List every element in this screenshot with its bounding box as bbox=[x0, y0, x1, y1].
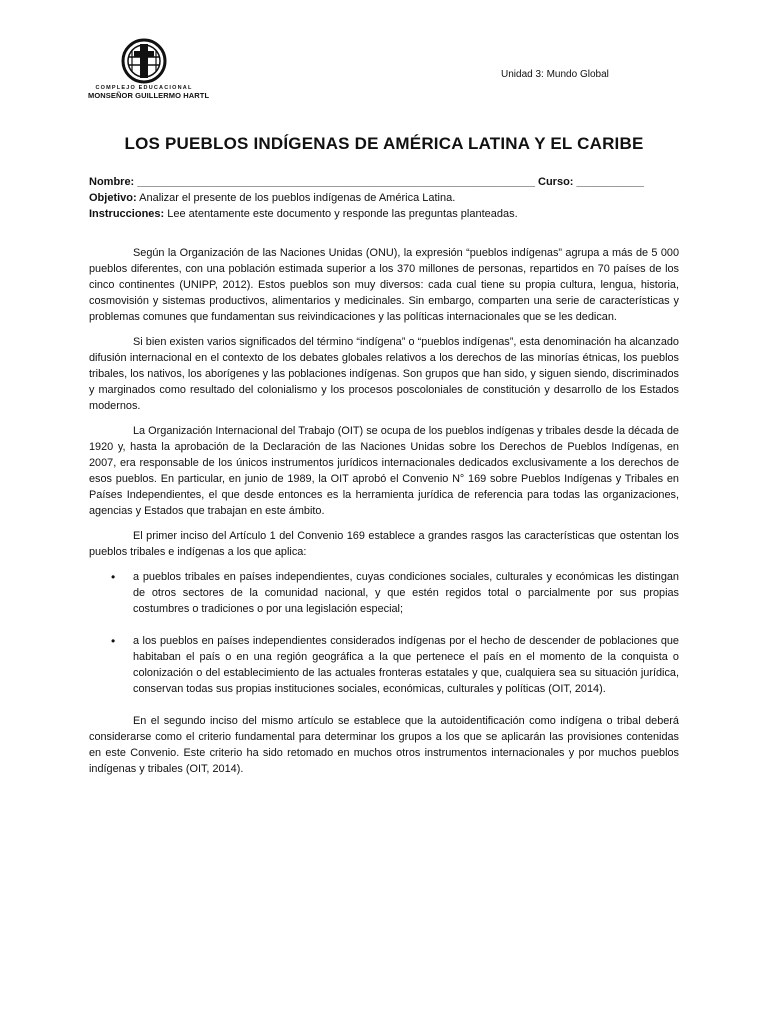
paragraph: Según la Organización de las Naciones Unidas (ONU), la expresión “pueblos indígenas” agrupa a más de 5 000 pueblos diferentes, con una población estimada superior a los 370 millones de personas, repartidos en 70 países de los cinco continentes (UNIPP, 2012). Estos pueblos son muy diversos: cada cual tiene su propia cultura, lengua, historia, cosmovisión y sistemas productivos, alimentarios y medicinales. Sin embargo, comparten una serie de características y problemas comunes que fundamentan sus reivindicaciones y las políticas internacionales que se les dedican. bbox=[89, 247, 679, 323]
document-title: LOS PUEBLOS INDÍGENAS DE AMÉRICA LATINA Y EL CARIBE bbox=[124, 134, 644, 153]
name-line bbox=[89, 174, 689, 190]
paragraph: El primer inciso del Artículo 1 del Convenio 169 establece a grandes rasgos las características que ostentan los pueblos tribales e indígenas a los que aplica: bbox=[89, 530, 679, 558]
bullet-list bbox=[89, 569, 679, 697]
paragraph: Si bien existen varios significados del término “indígena” o “pueblos indígenas”, esta denominación ha alcanzado difusión internacional en el contexto de los debates globales relativos a los derechos de las minorías étnicas, los pueblos tribales, los nativos, los aborígenes y las poblaciones indígenas. Son grupos que han sido, y siguen siendo, discriminados y marginados como resultado del colonialismo y los procesos poscoloniales de constitución y desarrollo de los Estados modernos. bbox=[89, 336, 679, 412]
objective-line bbox=[89, 190, 689, 206]
instructions-line bbox=[89, 206, 689, 222]
logo-line1: COMPLEJO EDUCACIONAL bbox=[95, 85, 193, 91]
unit-label: Unidad 3: Mundo Global bbox=[501, 69, 609, 80]
school-logo bbox=[88, 38, 210, 104]
bullet-item: • a los pueblos en países independientes considerados indígenas por el hecho de descender de poblaciones que habitaban el país o en una región geográfica a la que pertenece el país en el momento de la conquista o colonización o del establecimiento de las actuales fronteras estatales y que, cualquiera sea su situación jurídica, conservan todas sus propias instituciones sociales, económicas, culturales y políticas (OIT, 2014). bbox=[89, 633, 679, 697]
nombre-label: Nombre: bbox=[89, 176, 135, 188]
instrucciones-text: Lee atentamente este documento y responde las preguntas planteadas. bbox=[167, 208, 518, 220]
curso-label: Curso: bbox=[538, 176, 574, 188]
instrucciones-label: Instrucciones: bbox=[89, 208, 165, 220]
document-body bbox=[89, 245, 679, 786]
cross-emblem-icon bbox=[116, 38, 172, 84]
logo-line2: MONSEÑOR GUILLERMO HARTL bbox=[88, 91, 210, 100]
closing-paragraph: En el segundo inciso del mismo artículo se establece que la autoidentificación como indígena o tribal deberá considerarse como el criterio fundamental para determinar los grupos a los que se aplicarán las provisiones contenidas en este Convenio. Este criterio ha sido retomado en muchos otros instrumentos internacionales y por muchos pueblos indígenas y tribales (OIT, 2014). bbox=[89, 715, 679, 775]
paragraph: La Organización Internacional del Trabajo (OIT) se ocupa de los pueblos indígenas y tribales desde la década de 1920 y, hasta la aprobación de la Declaración de las Naciones Unidas sobre los Derechos de Pueblos Indígenas, en 2007, era responsable de los únicos instrumentos jurídicos internacionales dedicados exclusivamente a los derechos de esos pueblos. En particular, en junio de 1989, la OIT aprobó el Convenio N° 169 sobre Pueblos Indígenas y Tribales en Países Independientes, el que desde entonces es la herramienta jurídica de referencia para todas las organizaciones, agencias y Estados que trabajan en este ámbito. bbox=[89, 425, 679, 517]
objetivo-text: Analizar el presente de los pueblos indígenas de América Latina. bbox=[139, 192, 456, 204]
student-info bbox=[89, 174, 689, 222]
bullet-item: • a pueblos tribales en países independientes, cuyas condiciones sociales, culturales y económicas les distingan de otros sectores de la comunidad nacional, y que estén regidos total o parcialmente por sus propias costumbres o tradiciones o por una legislación especial; bbox=[89, 569, 679, 617]
curso-blank: ___________ bbox=[576, 176, 644, 188]
objetivo-label: Objetivo: bbox=[89, 192, 137, 204]
nombre-blank: _________________________________________________________________ bbox=[137, 176, 535, 188]
